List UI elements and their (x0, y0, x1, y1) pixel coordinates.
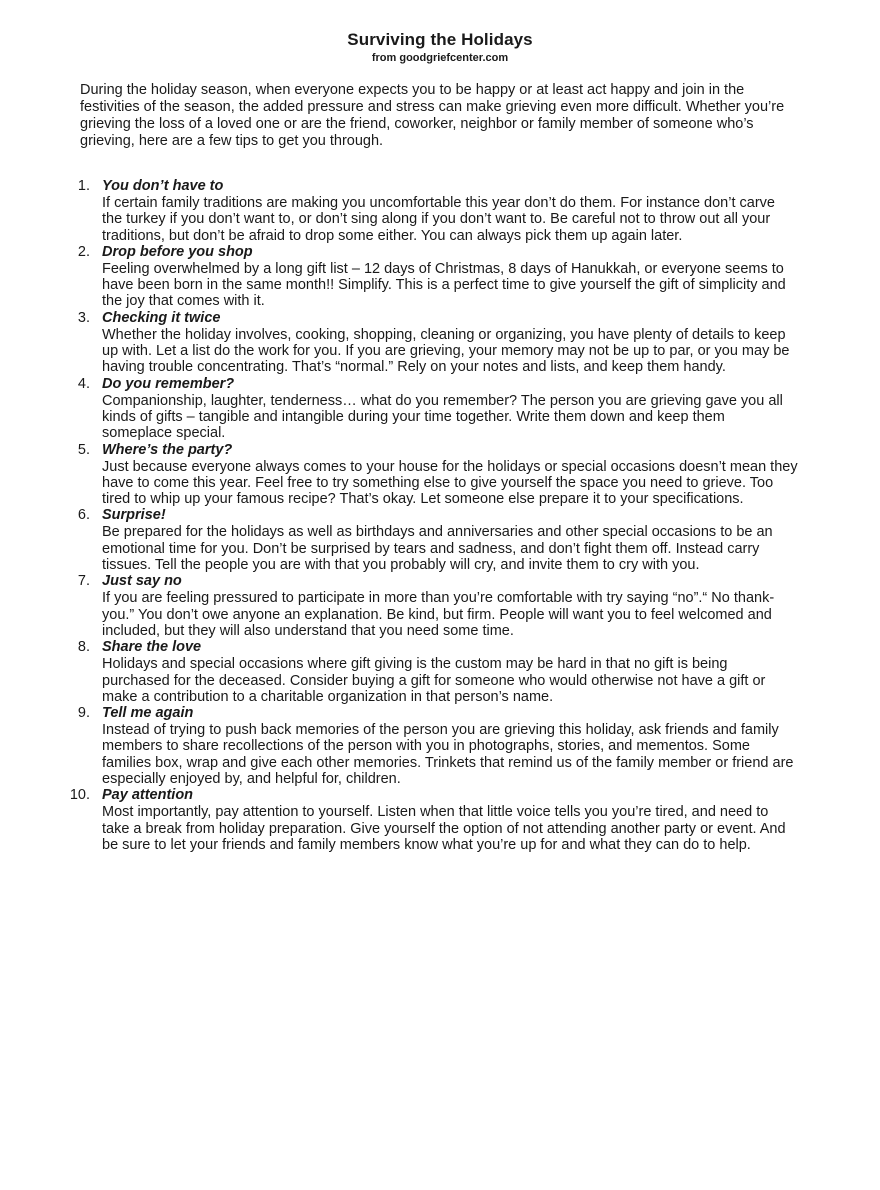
tip-item (58, 244, 798, 310)
tip-text: Feeling overwhelmed by a long gift list – 12 days of Christmas, 8 days of Hanukkah, or everyone seems to have been born in the same month!! Simplify. This is a perfect time to give yourself the gift of simplicity and the joy that comes with it. (102, 260, 786, 310)
tip-title: Do you remember? (102, 375, 235, 392)
document-title: Surviving the Holidays (347, 30, 533, 49)
tip-number: 9. (77, 705, 90, 722)
tip-title: Surprise! (102, 507, 166, 524)
tip-number: 10. (69, 787, 90, 804)
tip-number: 1. (77, 178, 90, 194)
tips-list (58, 178, 798, 853)
tip-item (58, 705, 798, 787)
tip-text: Most importantly, pay attention to yourself. Listen when that little voice tells you you’re tired, and need to take a break from holiday preparation. Give yourself the option of not attending another party or event. And be sure to let your friends and family members know what you’re up for and what they can do to help. (102, 804, 786, 853)
tip-text: Instead of trying to push back memories of the person you are grieving this holiday, ask friends and family members to share recollections of the person with you in photographs, stories, and mementos. Some families box, wrap and give each other memories. Trinkets that remind us of the family member or friend are especially enjoyed by, and helpful for, children. (102, 722, 794, 788)
tip-text: Holidays and special occasions where gift giving is the custom may be hard in that no gift is being purchased for the deceased. Consider buying a gift for someone who would otherwise not have a gift or make a contribution to a charitable organization in that person’s name. (102, 656, 766, 705)
tip-text: If you are feeling pressured to participate in more than you’re comfortable with try saying “no”.“ No thank-you.” You don’t owe anyone an explanation. Be kind, but firm. People will want you to feel welcomed and included, but they will also understand that you need some time. (102, 590, 775, 639)
tip-title: Share the love (102, 639, 202, 656)
tip-text: If certain family traditions are making you uncomfortable this year don’t do them. For instance don’t carve the turkey if you don’t want to, or don’t sing along if you don’t want to. Be careful not to throw out all your traditions, but don’t be afraid to drop some either. You can always pick them up again later. (102, 195, 775, 244)
tip-number: 4. (77, 375, 90, 392)
tip-number: 6. (77, 507, 90, 524)
tip-item (58, 442, 798, 508)
tip-item (58, 573, 798, 639)
tip-text: Just because everyone always comes to your house for the holidays or special occasions doesn’t mean they have to come this year. Feel free to try something else to give yourself the space you need to grieve. Too tired to whip up your famous recipe? That’s okay. Let someone else prepare it to your specifications. (102, 458, 798, 508)
tip-title: Where’s the party? (102, 441, 233, 458)
tip-title: Pay attention (102, 787, 194, 804)
tip-item (58, 639, 798, 705)
tip-item (58, 376, 798, 442)
tip-title: Tell me again (102, 705, 194, 722)
tip-number: 2. (77, 243, 90, 260)
tip-title: Just say no (102, 573, 182, 590)
tip-title: Drop before you shop (102, 243, 253, 260)
tip-number: 8. (77, 639, 90, 656)
tip-item (58, 178, 798, 244)
tip-title: You don’t have to (102, 178, 224, 194)
tip-item (58, 310, 798, 376)
document-source: from goodgriefcenter.com (371, 52, 509, 64)
tip-text: Whether the holiday involves, cooking, shopping, cleaning or organizing, you have plenty of details to keep up with. Let a list do the work for you. If you are grieving, your memory may not be up to par, or you may be having trouble concentrating. That’s “normal.” Rely on your notes and lists, and keep them handy. (102, 326, 790, 376)
tip-number: 7. (77, 573, 90, 590)
tip-text: Companionship, laughter, tenderness… what do you remember? The person you are grieving gave you all kinds of gifts – tangible and intangible during your time together. Write them down and keep them someplace special. (102, 392, 783, 442)
tip-title: Checking it twice (102, 309, 221, 326)
tip-number: 5. (77, 441, 90, 458)
tip-item (58, 787, 798, 853)
tip-number: 3. (77, 309, 90, 326)
tip-text: Be prepared for the holidays as well as birthdays and anniversaries and other special occasions to be an emotional time for you. Don’t be surprised by tears and sadness, and don’t fight them off. Instead carry tissues. Tell the people you are with that you probably will cry, and invite them to cry with you. (102, 524, 773, 574)
intro-paragraph: During the holiday season, when everyone expects you to be happy or at least act happy and join in the festivities of the season, the added pressure and stress can make grieving even more difficult. Whether you’re grieving the loss of a loved one or are the friend, coworker, neighbor or family member of someone who’s grieving, here are a few tips to get you through. (80, 82, 785, 149)
tip-item (58, 507, 798, 573)
